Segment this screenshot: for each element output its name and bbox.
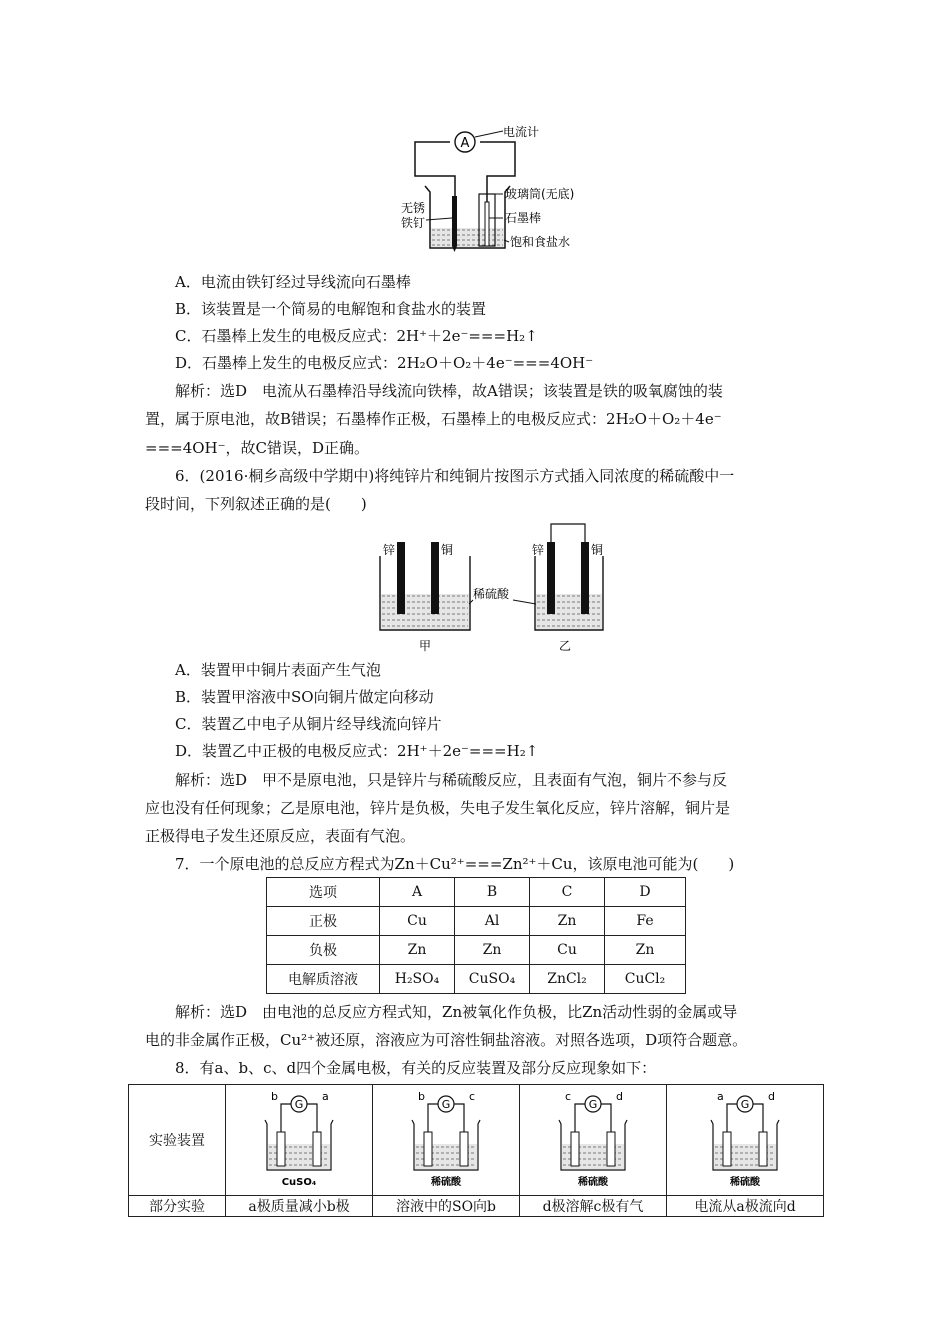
iron-nail — [452, 196, 457, 246]
table-row — [129, 1085, 824, 1196]
table-cell: 选项 — [267, 878, 380, 907]
q5-analysis-line-3: ===4OH⁻，故C错误，D正确。 — [145, 439, 370, 457]
table-cell: Zn — [605, 936, 686, 965]
q6-stem-line-1: 6．(2016·桐乡高级中学期中)将纯锌片和纯铜片按图示方式插入同浓度的稀硫酸中一 — [175, 467, 735, 485]
row-header-apparatus: 实验装置 — [129, 1085, 226, 1196]
table-cell: Fe — [605, 907, 686, 936]
copper-strip-jia — [431, 542, 439, 614]
label-yi: 乙 — [559, 639, 572, 653]
electrode-left — [723, 1132, 731, 1166]
solution-label: 稀硫酸 — [431, 1177, 461, 1188]
q5-option-c: C．石墨棒上发生的电极反应式：2H⁺＋2e⁻===H₂↑ — [175, 327, 538, 345]
q7-analysis-line-1: 解析：选D 由电池的总反应方程式知，Zn被氧化作负极，比Zn活动性弱的金属或导 — [175, 1003, 738, 1021]
label-ammeter: 电流计 — [503, 125, 540, 139]
solution-label: 稀硫酸 — [730, 1177, 760, 1188]
label-zn-yi: 锌 — [532, 543, 545, 557]
q5-option-d: D．石墨棒上发生的电极反应式：2H₂O＋O₂＋4e⁻===4OH⁻ — [175, 354, 594, 372]
table-cell: A — [380, 878, 455, 907]
device-cell-3 — [520, 1085, 667, 1196]
device-cell-2 — [373, 1085, 520, 1196]
label-cu-jia: 铜 — [441, 543, 454, 557]
device-diagram — [533, 1086, 653, 1190]
zinc-strip-yi — [547, 542, 555, 614]
label-zn-jia: 锌 — [383, 543, 396, 557]
label-jia: 甲 — [419, 639, 432, 653]
electrode-label-right: d — [768, 1090, 775, 1103]
table-cell: ZnCl₂ — [530, 965, 605, 994]
table-cell: 正极 — [267, 907, 380, 936]
electrode-label-right: d — [616, 1090, 623, 1103]
galvanometer-symbol: G — [588, 1098, 598, 1111]
q6-option-d: D．装置乙中正极的电极反应式：2H⁺＋2e⁻===H₂↑ — [175, 742, 539, 760]
zinc-strip-jia — [397, 542, 405, 614]
table-cell: Zn — [530, 907, 605, 936]
table-cell: Al — [455, 907, 530, 936]
figure-q5-corrosion-apparatus — [395, 122, 595, 257]
table-cell: H₂SO₄ — [380, 965, 455, 994]
electrode-right — [313, 1132, 321, 1166]
label-nail-1: 无锈 — [401, 201, 426, 215]
table-cell: Zn — [380, 936, 455, 965]
table-cell: Cu — [380, 907, 455, 936]
electrode-left — [424, 1132, 432, 1166]
solution-label: 稀硫酸 — [578, 1177, 608, 1188]
q5-analysis-line-2: 置，属于原电池，故B错误；石墨棒作正极，石墨棒上的电极反应式：2H₂O＋O₂＋4e⁻ — [145, 410, 722, 428]
q7-options-table — [266, 877, 686, 994]
beaker-yi — [535, 524, 603, 630]
phenomenon-cell: a极质量减小b极 — [226, 1196, 373, 1217]
electrode-label-right: a — [322, 1090, 329, 1103]
electrode-right — [607, 1132, 615, 1166]
wire — [307, 1104, 317, 1132]
table-cell: CuCl₂ — [605, 965, 686, 994]
label-acid: 稀硫酸 — [473, 587, 510, 601]
q5-analysis-line-1: 解析：选D 电流从石墨棒沿导线流向铁棒，故A错误；该装置是铁的吸氧腐蚀的装 — [175, 382, 723, 400]
label-cu-yi: 铜 — [591, 543, 604, 557]
phenomenon-cell: 电流从a极流向d — [667, 1196, 824, 1217]
q7-analysis-line-2: 电的非金属作正极，Cu²⁺被还原，溶液应为可溶性铜盐溶液。对照各选项，D项符合题意。 — [145, 1031, 748, 1049]
label-tube: 玻璃筒(无底) — [505, 187, 575, 201]
wire — [753, 1104, 763, 1132]
wire — [575, 1104, 585, 1132]
table-cell: 负极 — [267, 936, 380, 965]
device-cell-1 — [226, 1085, 373, 1196]
device-diagram — [239, 1086, 359, 1190]
graphite-rod — [485, 202, 489, 246]
electrode-label-left: c — [565, 1090, 572, 1103]
table-cell: C — [530, 878, 605, 907]
electrode-right — [759, 1132, 767, 1166]
phenomenon-cell: 溶液中的SO向b — [373, 1196, 520, 1217]
wire — [727, 1104, 737, 1132]
q8-experiment-table — [128, 1084, 824, 1217]
row-header-phenomena: 部分实验 — [129, 1196, 226, 1217]
electrode-label-left: a — [717, 1090, 724, 1103]
table-cell: D — [605, 878, 686, 907]
q6-stem-line-2: 段时间，下列叙述正确的是( ) — [145, 495, 367, 513]
electrode-label-left: b — [418, 1090, 425, 1103]
label-nail-2: 铁钉 — [401, 216, 426, 230]
table-row — [267, 907, 686, 936]
copper-strip-yi — [581, 542, 589, 614]
solution-label: CuSO₄ — [281, 1177, 317, 1188]
galvanometer-symbol: G — [294, 1098, 304, 1111]
q7-stem: 7．一个原电池的总反应方程式为Zn＋Cu²⁺===Zn²⁺＋Cu，该原电池可能为( ) — [175, 855, 735, 873]
device-cell-4 — [667, 1085, 824, 1196]
device-diagram — [386, 1086, 506, 1190]
table-cell: Cu — [530, 936, 605, 965]
ammeter-symbol: A — [460, 136, 470, 151]
q5-option-b: B．该装置是一个简易的电解饱和食盐水的装置 — [175, 300, 487, 318]
label-graphite: 石墨棒 — [505, 211, 542, 225]
galvanometer-symbol: G — [740, 1098, 750, 1111]
electrode-label-right: c — [469, 1090, 476, 1103]
q6-analysis-line-1: 解析：选D 甲不是原电池，只是锌片与稀硫酸反应，且表面有气泡，铜片不参与反 — [175, 771, 728, 789]
wire — [454, 1104, 464, 1132]
electrode-right — [460, 1132, 468, 1166]
galvanometer-symbol: G — [441, 1098, 451, 1111]
electrode-label-left: b — [271, 1090, 278, 1103]
wire — [281, 1104, 291, 1132]
wire — [428, 1104, 438, 1132]
phenomenon-cell: d极溶解c极有气 — [520, 1196, 667, 1217]
q8-stem: 8．有a、b、c、d四个金属电极，有关的反应装置及部分反应现象如下： — [175, 1059, 657, 1077]
q6-analysis-line-3: 正极得电子发生还原反应，表面有气泡。 — [145, 827, 416, 845]
ammeter-icon — [455, 132, 475, 152]
electrode-left — [277, 1132, 285, 1166]
label-brine: 饱和食盐水 — [510, 235, 571, 249]
electrode-left — [571, 1132, 579, 1166]
table-cell: Zn — [455, 936, 530, 965]
wire — [601, 1104, 611, 1132]
q6-option-c: C．装置乙中电子从铜片经导线流向锌片 — [175, 715, 442, 733]
q6-analysis-line-2: 应也没有任何现象；乙是原电池，锌片是负极，失电子发生氧化反应，锌片溶解，铜片是 — [145, 799, 731, 817]
table-cell: CuSO₄ — [455, 965, 530, 994]
q6-option-a: A．装置甲中铜片表面产生气泡 — [175, 661, 381, 679]
wire-yi — [551, 524, 585, 542]
figure-q6-zn-cu-cells — [375, 518, 615, 658]
brine-solution — [431, 228, 504, 247]
q5-option-a: A．电流由铁钉经过导线流向石墨棒 — [175, 273, 411, 291]
q6-option-b: B．装置甲溶液中SO向铜片做定向移动 — [175, 688, 434, 706]
table-cell: B — [455, 878, 530, 907]
table-row — [267, 878, 686, 907]
table-row — [267, 936, 686, 965]
device-diagram — [685, 1086, 805, 1190]
table-row — [267, 965, 686, 994]
table-cell: 电解质溶液 — [267, 965, 380, 994]
table-row — [129, 1196, 824, 1217]
